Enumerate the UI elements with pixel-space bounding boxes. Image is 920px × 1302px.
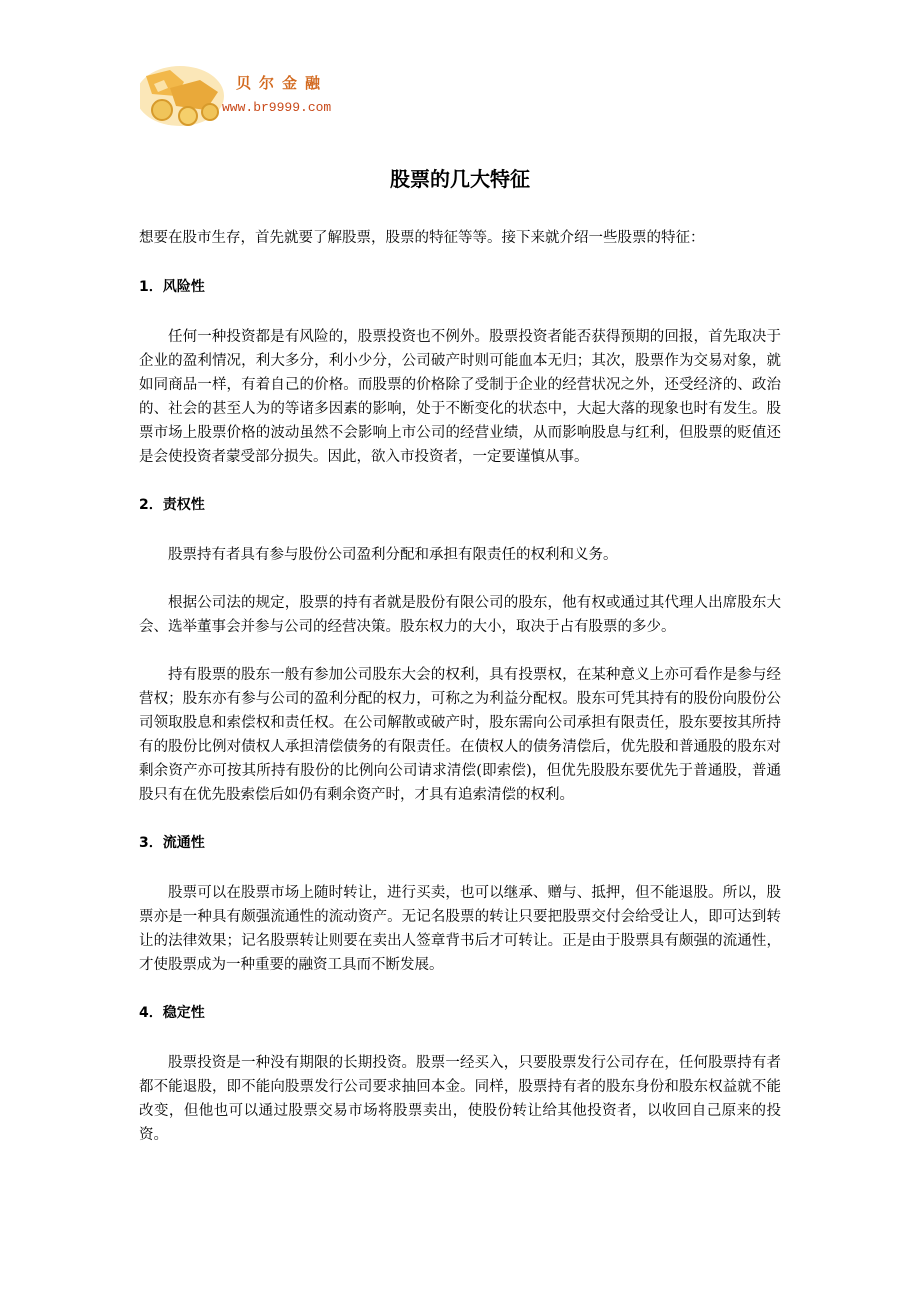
paragraph: 持有股票的股东一般有参加公司股东大会的权利，具有投票权，在某种意义上亦可看作是参与经营权；股东亦有参与公司的盈利分配的权力，可称之为利益分配权。股东可凭其持有的股份向股份公司领取股息和索偿权和责任权。在公司解散或破产时，股东需向公司承担有限责任，股东要按其所持有的股份比例对债权人承担清偿债务的有限责任。在债权人的债务清偿后，优先股和普通股的股东对剩余资产亦可按其所持有股份的比例向公司请求清偿(即索偿)，但优先股股东要优先于普通股，普通股只有在优先股索偿后如仍有剩余资产时，才具有追索清偿的权利。 <box>139 667 781 803</box>
logo <box>140 66 370 128</box>
paragraph: 任何一种投资都是有风险的，股票投资也不例外。股票投资者能否获得预期的回报，首先取决于企业的盈利情况，利大多分，利小少分，公司破产时则可能血本无归；其次，股票作为交易对象，就如同商品一样，有着自己的价格。而股票的价格除了受制于企业的经营状况之外，还受经济的、政治的、社会的甚至人为的等诸多因素的影响，处于不断变化的状态中，大起大落的现象也时有发生。股票市场上股票价格的波动虽然不会影响上市公司的经营业绩，从而影响股息与红利，但股票的贬值还是会使投资者蒙受部分损失。因此，欲入市投资者，一定要谨慎从事。 <box>139 329 781 465</box>
page-title: 股票的几大特征 <box>390 167 530 191</box>
paragraph: 股票投资是一种没有期限的长期投资。股票一经买入，只要股票发行公司存在，任何股票持有者都不能退股，即不能向股票发行公司要求抽回本金。同样，股票持有者的股东身份和股东权益就不能改变，但他也可以通过股票交易市场将股票卖出，使股份转让给其他投资者，以收回自己原来的投资。 <box>139 1055 781 1143</box>
paragraph: 股票持有者具有参与股份公司盈利分配和承担有限责任的权利和义务。 <box>168 547 618 563</box>
logo-name: 贝尔金融 <box>236 74 329 92</box>
document-body <box>139 226 781 1169</box>
section-heading-rights: 2．责权性 <box>139 497 205 513</box>
gold-coins-logo-icon <box>140 66 235 128</box>
paragraph: 股票可以在股票市场上随时转让，进行买卖，也可以继承、赠与、抵押，但不能退股。所以，股票亦是一种具有颇强流通性的流动资产。无记名股票的转让只要把股票交付会给受让人，即可达到转让的法律效果；记名股票转让则要在卖出人签章背书后才可转让。正是由于股票具有颇强的流通性，才使股票成为一种重要的融资工具而不断发展。 <box>139 885 781 973</box>
section-heading-risk: 1．风险性 <box>139 279 205 295</box>
section-heading-stability: 4．稳定性 <box>139 1005 205 1021</box>
logo-url: www.br9999.com <box>222 100 332 115</box>
paragraph: 根据公司法的规定，股票的持有者就是股份有限公司的股东，他有权或通过其代理人出席股东大会、选举董事会并参与公司的经营决策。股东权力的大小，取决于占有股票的多少。 <box>139 595 781 635</box>
section-heading-liquidity: 3．流通性 <box>139 835 205 851</box>
intro-paragraph: 想要在股市生存，首先就要了解股票，股票的特征等等。接下来就介绍一些股票的特征： <box>139 230 705 246</box>
